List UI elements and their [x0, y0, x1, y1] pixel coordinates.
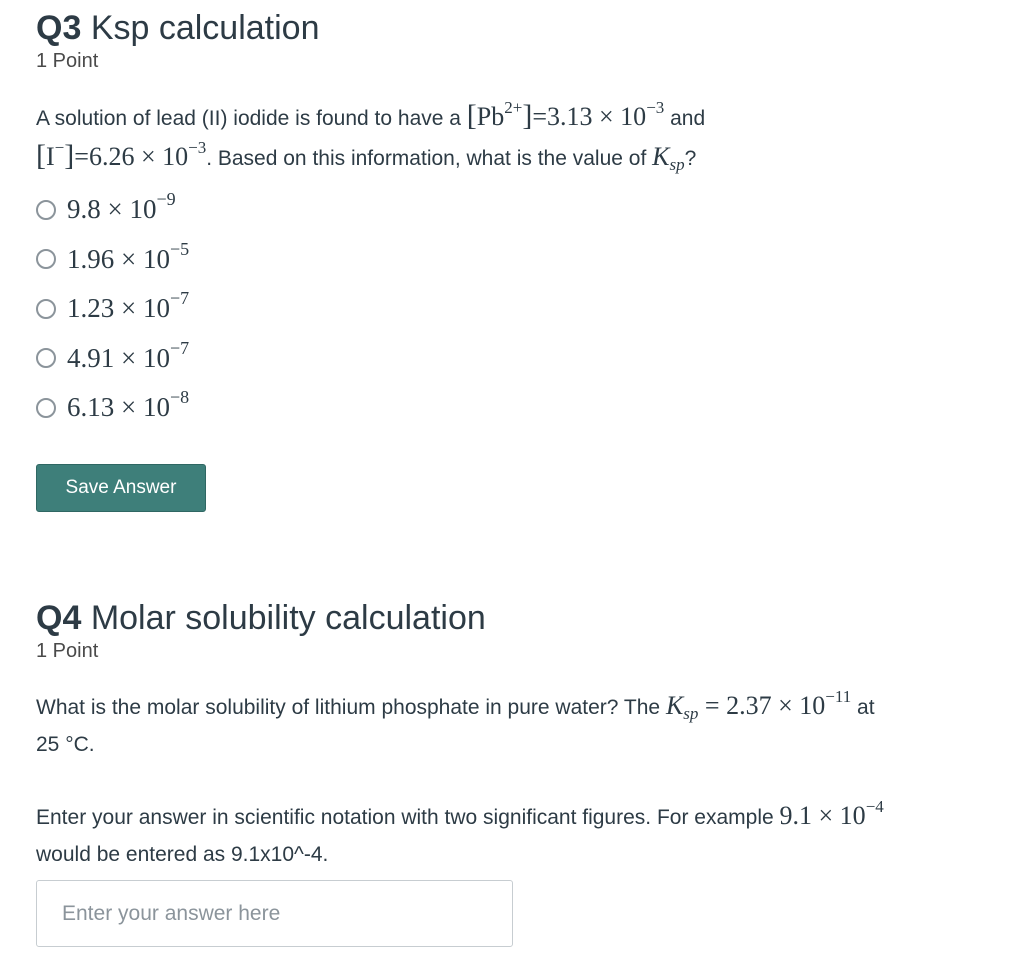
pb-exponent: −3	[646, 98, 665, 117]
radio-button[interactable]	[36, 348, 56, 368]
answer-option[interactable]	[36, 383, 1016, 433]
question-text	[36, 97, 1016, 177]
option-label: $6.13 \times 10^{-8}$	[67, 387, 190, 423]
save-answer-button[interactable]: Save Answer	[36, 464, 206, 512]
instructions-text: Enter your answer in scientific notation with two significant figures. For example	[36, 806, 780, 829]
question-points: 1 Point	[36, 640, 99, 662]
question-text-part: A solution of lead (II) iodide is found to have a	[36, 107, 467, 130]
i-concentration-expression: $[I^-]=6.26 \times 10^{-3}$	[36, 138, 207, 172]
answer-option[interactable]	[36, 235, 1016, 285]
pb-concentration-expression: $[Pb^{2+}]=3.13 \times 10^{-3}$	[466, 98, 665, 132]
question-text-and: and	[664, 107, 706, 130]
ksp-symbol: $K_{sp}$	[652, 142, 685, 174]
i-concentration-value: 6.26	[88, 142, 135, 171]
question-text-end: ?	[684, 147, 697, 170]
radio-button[interactable]	[36, 398, 56, 418]
option-label: $4.91 \times 10^{-7}$	[67, 337, 190, 373]
ksp-exponent: −11	[825, 687, 852, 706]
question-text	[36, 687, 1016, 763]
answer-option[interactable]	[36, 334, 1016, 384]
answer-options	[36, 185, 1016, 433]
radio-button[interactable]	[36, 299, 56, 319]
question-title	[36, 598, 1016, 638]
question-3	[36, 8, 1016, 433]
answer-input[interactable]	[36, 880, 513, 947]
question-text-at: at	[851, 696, 875, 719]
answer-option[interactable]	[36, 185, 1016, 235]
ksp-value: 2.37	[726, 691, 772, 720]
temperature: 25 °C.	[36, 733, 95, 756]
option-label: $1.23 \times 10^{-7}$	[67, 288, 190, 324]
question-number: Q3	[36, 9, 82, 47]
question-title	[36, 8, 1016, 48]
option-label: $1.96 \times 10^{-5}$	[67, 238, 190, 274]
question-title-text: Ksp calculation	[90, 9, 320, 47]
question-instructions	[36, 797, 1016, 873]
question-number: Q4	[36, 599, 82, 637]
pb-concentration-value: 3.13	[547, 102, 593, 131]
option-label: $9.8 \times 10^{-9}$	[67, 189, 176, 225]
answer-option[interactable]	[36, 284, 1016, 334]
question-text-part: . Based on this information, what is the value of	[206, 147, 653, 170]
radio-button[interactable]	[36, 200, 56, 220]
instructions-text: would be entered as 9.1x10^-4.	[36, 843, 329, 866]
question-text-part: What is the molar solubility of lithium phosphate in pure water? The	[36, 696, 666, 719]
example-expression: $9.1 \times 10^{-4}$	[779, 797, 884, 830]
question-points: 1 Point	[36, 50, 99, 72]
question-4	[36, 598, 1016, 873]
i-exponent: −3	[188, 138, 207, 157]
question-title-text: Molar solubility calculation	[90, 599, 486, 637]
ksp-expression: $K_{sp} = 2.37 \times 10^{-11}$	[665, 687, 852, 723]
radio-button[interactable]	[36, 249, 56, 269]
